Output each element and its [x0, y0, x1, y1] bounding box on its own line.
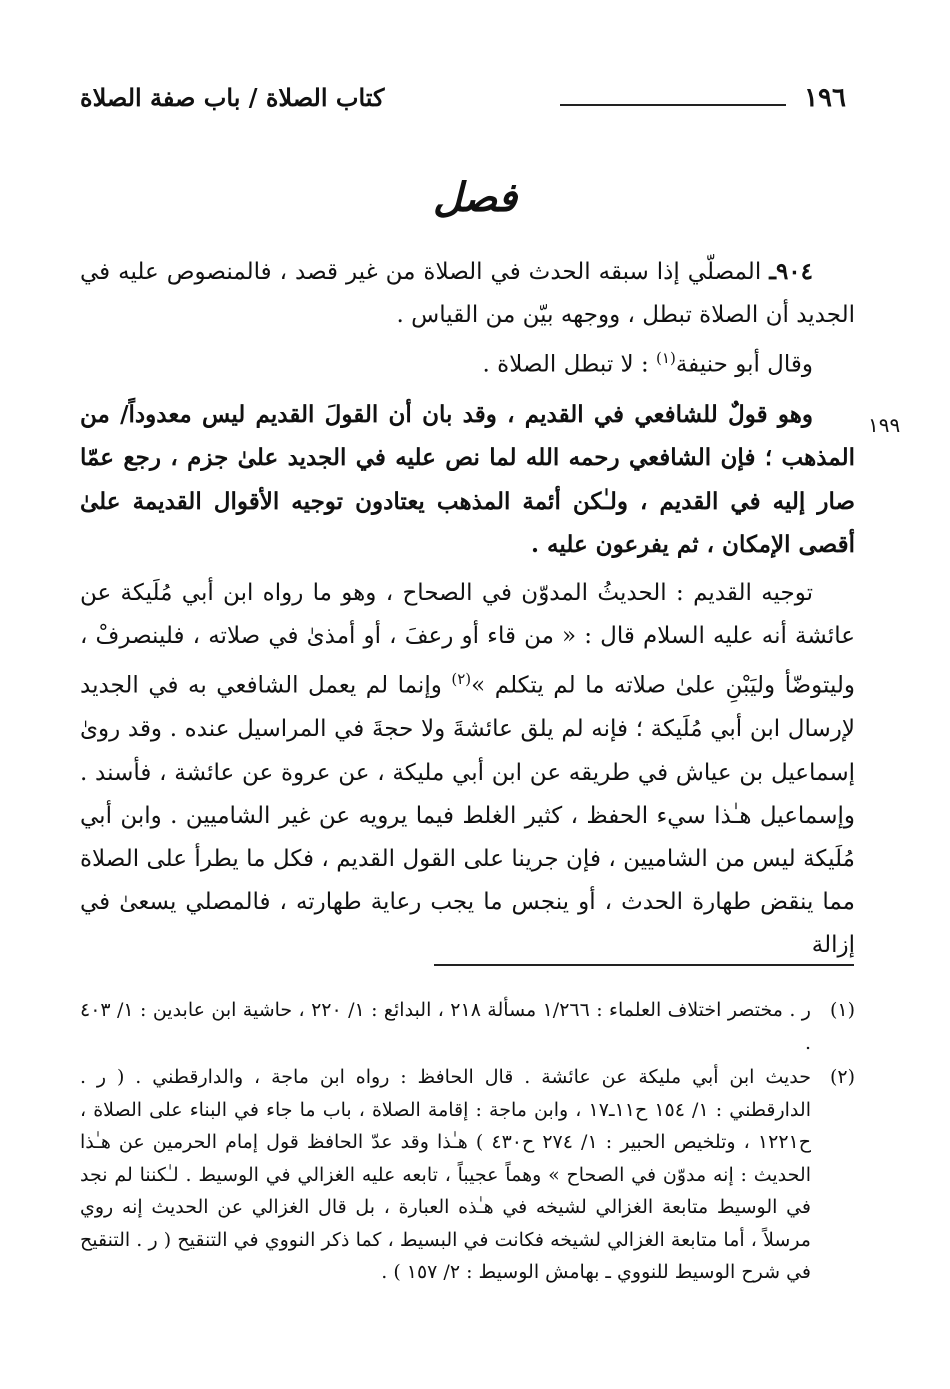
footnote-ref-1: (١) — [656, 349, 676, 368]
footnote-separator — [434, 964, 854, 966]
header-rule — [560, 104, 786, 106]
section-heading: فصل — [432, 174, 518, 221]
paragraph-old-opinion: وهو قولٌ للشافعي في القديم ، وقد بان أن القولَ القديم ليس معدوداً/ من المذهب ؛ فإن الشافعي رحمه الله لما نص عليه في الجديد علىٰ جزم ، رجع عمّا صار إليه في القديم ، ولـٰكن أئمة المذهب يعتادون توجيه الأقوال القديمة علىٰ أقصى الإمكان ، ثم يفرعون عليه . — [80, 401, 855, 558]
main-text — [80, 250, 855, 968]
paragraph-text: المصلّي إذا سبقه الحدث في الصلاة من غير قصد ، فالمنصوص عليه في الجديد أن الصلاة تبطل ، ووجهه بيّن من القياس . — [80, 259, 855, 329]
paragraph-text: : لا تبطل الصلاة . — [482, 352, 657, 379]
running-title: كتاب الصلاة / باب صفة الصلاة — [80, 83, 385, 112]
page-number: ١٩٦ — [804, 83, 846, 113]
footnote-text: حديث ابن أبي مليكة عن عائشة . قال الحافظ : رواه ابن ماجة ، والدارقطني . ( ر . الدارقطني : ١/ ١٥٤ ح١١ـ١٧ ، وابن ماجة : إقامة الصلاة ، باب ما جاء في البناء على الصلاة ، ح١٢٢١ ، وتلخيص الحبير : ١/ ٢٧٤ ح٤٣٠ ) هـٰذا وقد عدّ الحافظ قول إمام الحرمين عن هـٰذا الحديث : إنه مدوّن في الصحاح » وهماً عجيباً ، تابعه عليه الغزالي في الوسيط . لـٰكننا لم نجد في الوسيط متابعة الغزالي لشيخه في هـٰذه العبارة ، بل قال الغزالي عن الحديث إنه روي مرسلاً ، أما متابعة الغزالي لشيخه فكانت في البسيط ، كما ذكر النووي في التنقيح ( ر . التنقيح في شرح الوسيط للنووي ـ بهامش الوسيط : ٢/ ١٥٧ ) . — [80, 1066, 812, 1283]
footnotes — [80, 994, 855, 1291]
paragraph-904 — [80, 250, 855, 337]
paragraph-text: توجيه القديم : الحديثُ المدوّن في الصحاح ، وهو ما رواه ابن أبي مُلَيكة عن عائشة أنه عليه السلام قال : « من قاء أو رعفَ ، أو أمذىٰ في صلاته ، فلينصرفْ ، وليتوضّأ وليَبْنِ علىٰ صلاته ما لم يتكلم » — [80, 580, 856, 700]
paragraph-text: وقال أبو حنيفة — [675, 352, 813, 379]
margin-page-reference: ١٩٩ — [868, 413, 901, 437]
footnote-2 — [80, 1061, 855, 1289]
paragraph-text: وإنما لم يعمل الشافعي به في الجديد لإرسال ابن أبي مُلَيكة ؛ فإنه لم يلق عائشةَ ولا حجةَ في المراسيل عنده . وقد روىٰ إسماعيل بن عياش في طريقه عن ابن أبي مليكة ، عن عروة عن عائشة ، فأسند . وإسماعيل هـٰذا سيء الحفظ ، كثير الغلط فيما يرويه عن غير الشاميين . وابن أبي مُلَيكة ليس من الشاميين ، فإن جرينا على القول القديم ، فكل ما يطرأ على الصلاة مما ينقض طهارة الحدث ، أو ينجس ما يجب رعاية طهارته ، فالمصلي يسعىٰ في إزالة — [80, 673, 855, 959]
footnote-text: ر . مختصر اختلاف العلماء : ١/٢٦٦ مسألة ٢١٨ ، البدائع : ١/ ٢٢٠ ، حاشية ابن عابدين : ١/ ٤٠٣ . — [80, 999, 811, 1054]
footnote-ref-2: (٢) — [451, 670, 472, 689]
footnote-mark: (٢) — [829, 1066, 855, 1088]
footnote-1 — [80, 994, 855, 1059]
issue-number: ٩٠٤ـ — [769, 258, 813, 285]
page-header — [80, 82, 846, 122]
paragraph-justification — [80, 572, 855, 967]
paragraph-abu-hanifa — [80, 337, 855, 387]
footnote-mark: (١) — [829, 999, 855, 1021]
